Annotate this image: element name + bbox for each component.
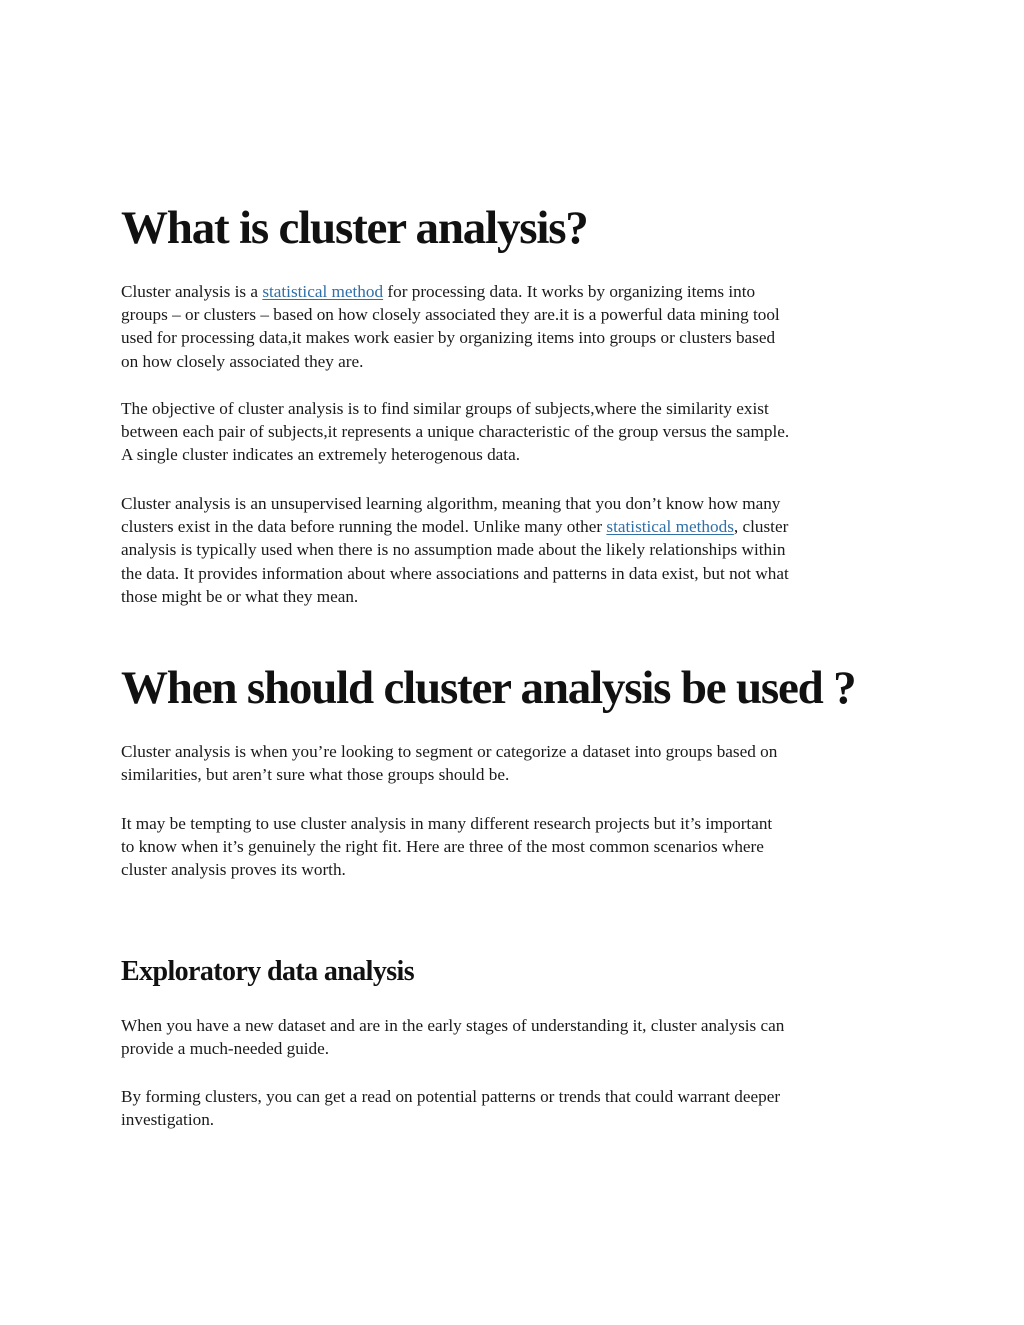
paragraph-line: similarities, but aren’t sure what those groups should be. [121, 765, 510, 785]
statistical-method-link[interactable]: statistical method [262, 282, 384, 301]
paragraph-line [121, 280, 911, 303]
paragraph-line: on how closely associated they are. [121, 351, 364, 371]
paragraph-line: cluster analysis proves its worth. [121, 860, 346, 880]
statistical-methods-link[interactable]: statistical methods [606, 517, 734, 537]
paragraph-line: Cluster analysis is when you’re looking to segment or categorize a dataset into groups based on [121, 742, 778, 761]
paragraph-line: By forming clusters, you can get a read on potential patterns or trends that could warrant deeper [121, 1087, 781, 1106]
paragraph-line: groups – or clusters – based on how closely associated they are.it is a powerful data mining tool [121, 305, 780, 325]
paragraph-definition [121, 280, 911, 373]
paragraph-line: A single cluster indicates an extremely heterogenous data. [121, 445, 520, 465]
paragraph-objective [121, 397, 911, 467]
paragraph-line: those might be or what they mean. [121, 586, 359, 606]
paragraph-line: It may be tempting to use cluster analysis in many different research projects but it’s important [121, 814, 773, 833]
paragraph-line: used for processing data,it makes work easier by organizing items into groups or clusters based [121, 328, 776, 348]
paragraph-line: the data. It provides information about where associations and patterns in data exist, but not what [121, 563, 789, 583]
paragraph-forming-clusters [121, 1085, 911, 1131]
text-span: clusters exist in the data before running the model. Unlike many other [121, 517, 607, 537]
paragraph-line: Cluster analysis is an unsupervised learning algorithm, meaning that you don’t know how many [121, 494, 781, 513]
text-span: for processing data. It works by organizing items into [383, 282, 756, 301]
text-span: Cluster analysis is a [121, 282, 263, 301]
paragraph-line [121, 515, 911, 538]
paragraph-tempting [121, 812, 911, 882]
paragraph-line: When you have a new dataset and are in the early stages of understanding it, cluster analysis can [121, 1016, 785, 1035]
paragraph-when-used [121, 740, 911, 786]
paragraph-line: between each pair of subjects,it represents a unique characteristic of the group versus the sample. [121, 422, 790, 442]
paragraph-unsupervised [121, 492, 911, 608]
paragraph-line: analysis is typically used when there is no assumption made about the likely relationships within [121, 540, 786, 560]
paragraph-new-dataset [121, 1014, 911, 1060]
paragraph-line: provide a much-needed guide. [121, 1039, 330, 1059]
heading-when-should-cluster-analysis-be-used: When should cluster analysis be used ? [121, 662, 856, 714]
heading-what-is-cluster-analysis: What is cluster analysis? [121, 202, 588, 254]
paragraph-line: investigation. [121, 1110, 215, 1130]
heading-exploratory-data-analysis: Exploratory data analysis [121, 956, 415, 987]
text-span: , cluster [733, 517, 789, 537]
paragraph-line: to know when it’s genuinely the right fit. Here are three of the most common scenarios where [121, 837, 764, 857]
paragraph-line: The objective of cluster analysis is to find similar groups of subjects,where the similarity exist [121, 399, 769, 418]
